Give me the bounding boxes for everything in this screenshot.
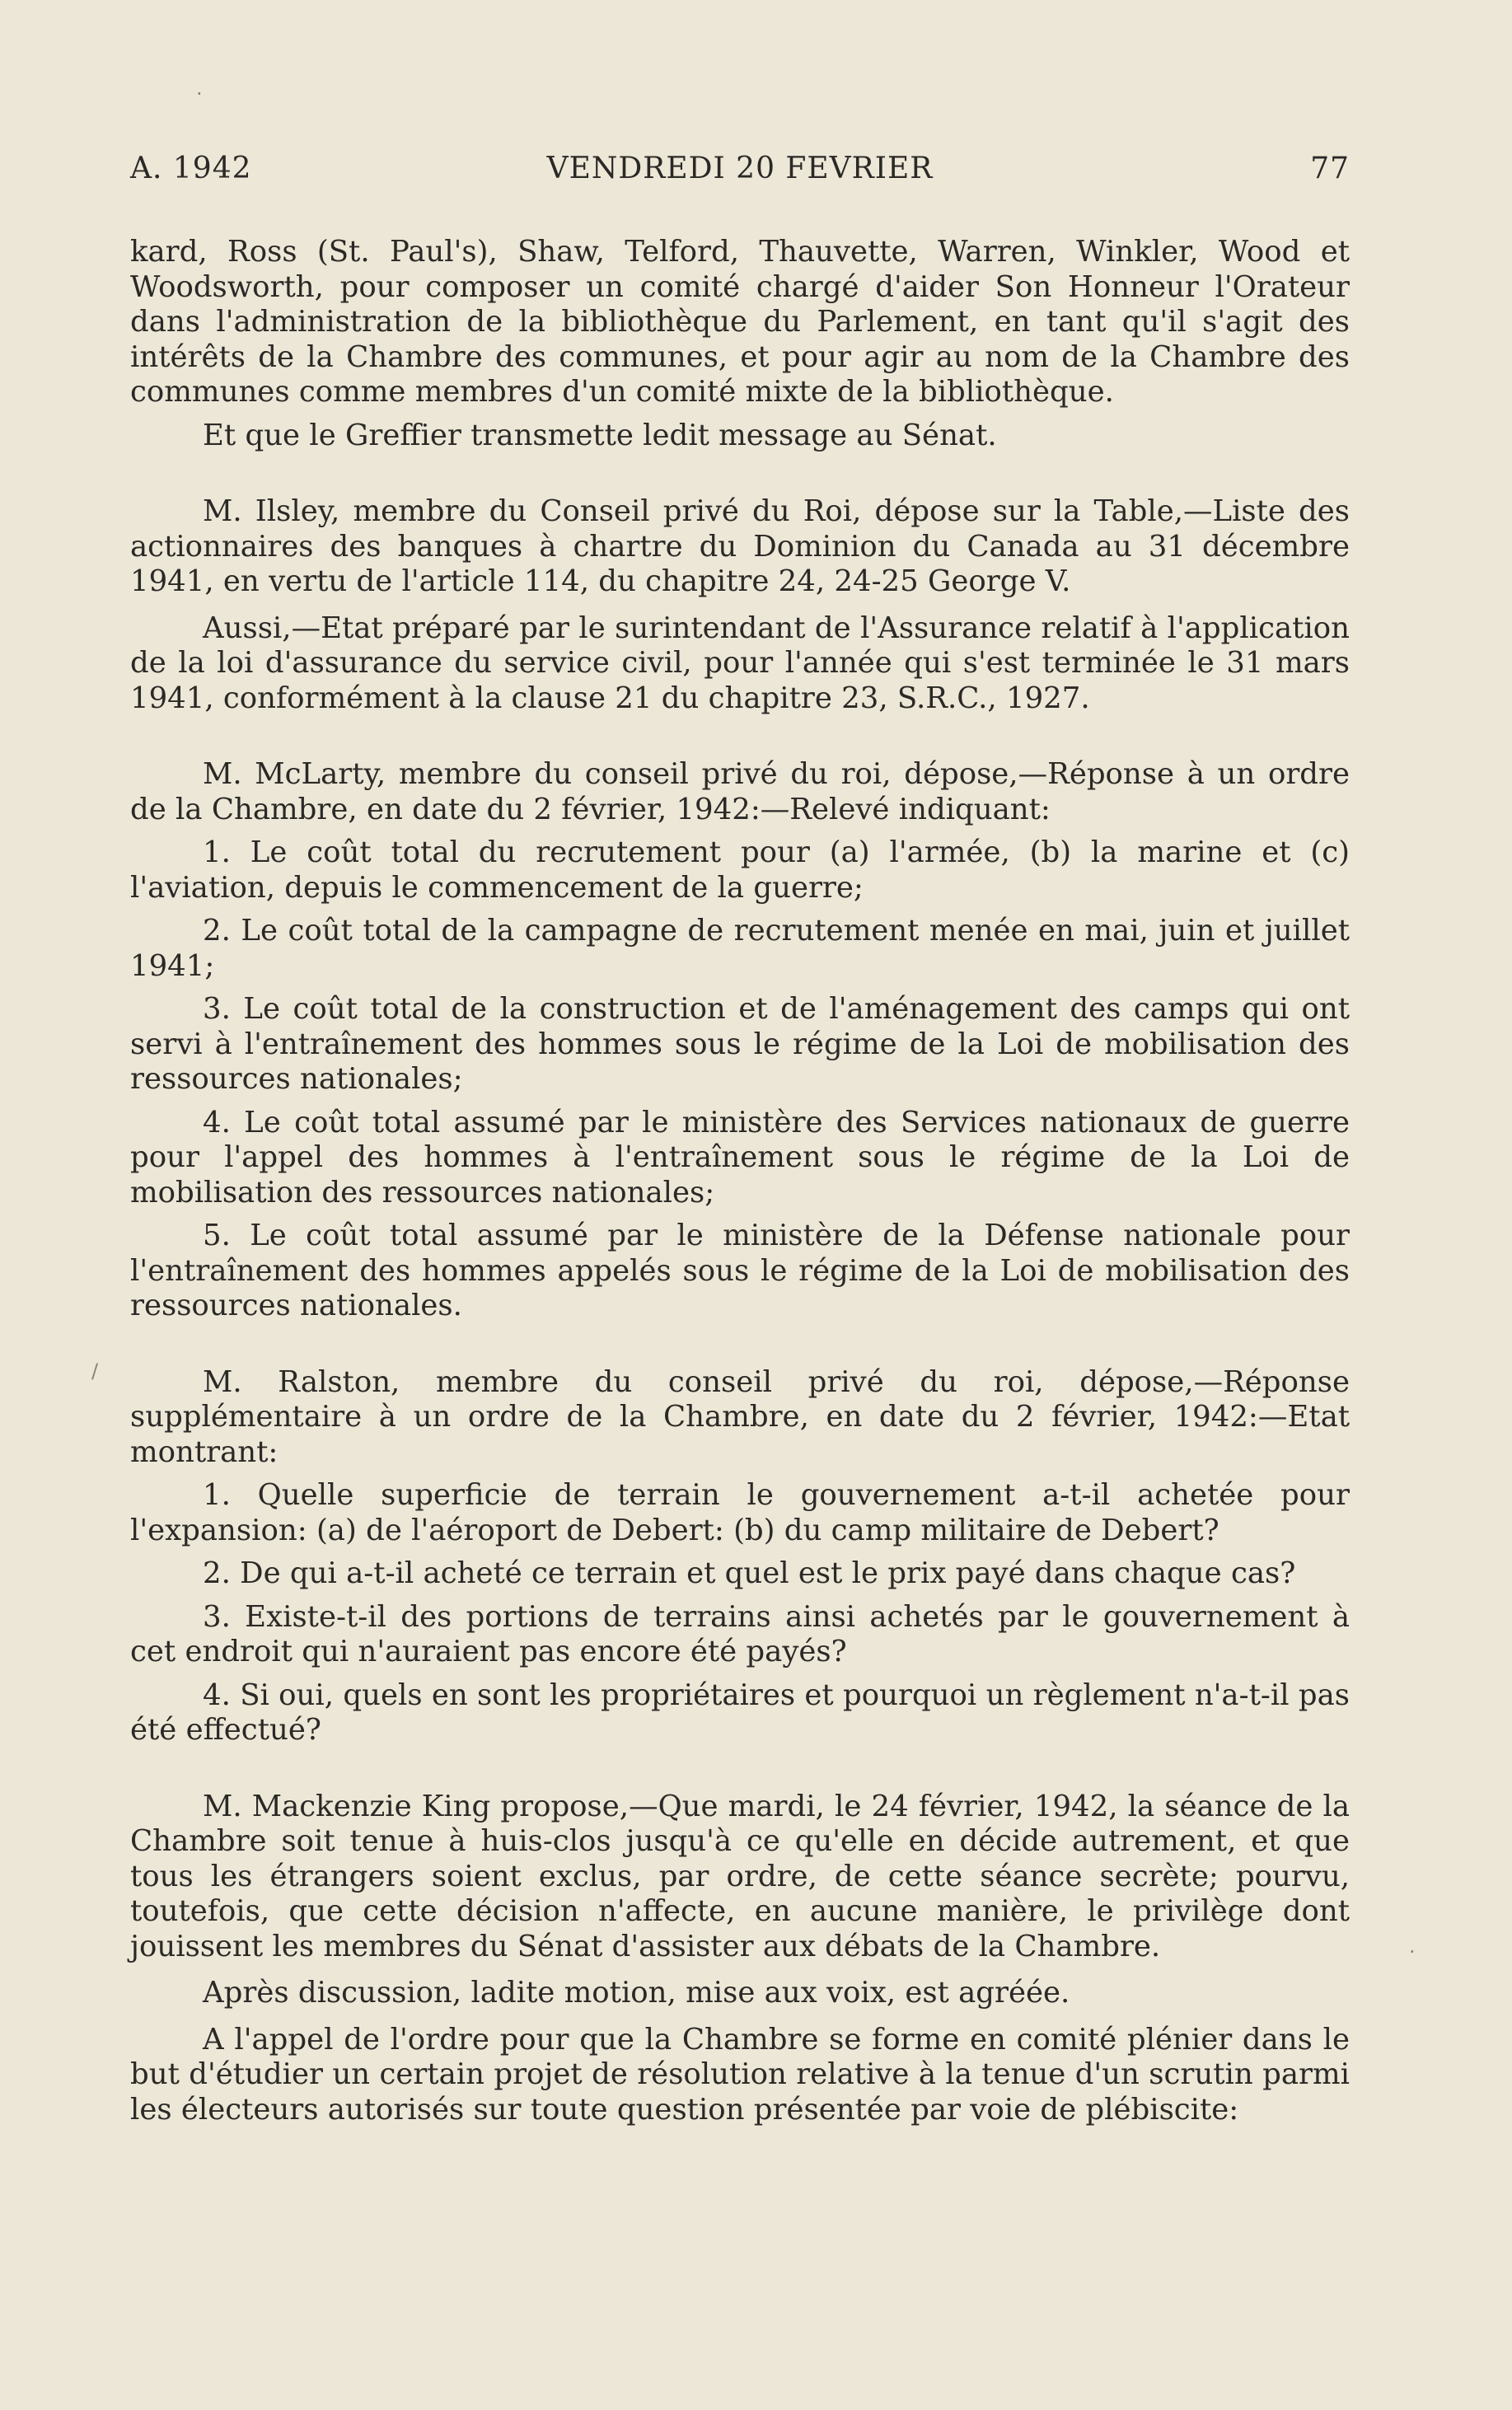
list-item: 4. Le coût total assumé par le ministère des Services nationaux de guerre pour l'appel des hommes à l'entraînement sous le régime de la Loi de mobilisation des ressources nationales;: [130, 1105, 1350, 1210]
running-header: [130, 148, 1350, 190]
paragraph: Après discussion, ladite motion, mise aux voix, est agréée.: [203, 1976, 1070, 2010]
list-item: 1. Le coût total du recrutement pour (a) l'armée, (b) la marine et (c) l'aviation, depuis le commencement de la guerre;: [130, 835, 1350, 905]
list-item: 2. De qui a-t-il acheté ce terrain et quel est le prix payé dans chaque cas?: [203, 1556, 1296, 1590]
paragraph: M. Mackenzie King propose,—Que mardi, le 24 février, 1942, la séance de la Chambre soit tenue à huis-clos jusqu'à ce qu'elle en décide autrement, et que tous les étrangers soient exclus, par ordre, de cette séance secrète; pourvu, toutefois, que cette décision n'affecte, en aucune manière, le privilège dont jouissent les membres du Sénat d'assister aux débats de la Chambre.: [130, 1789, 1350, 1963]
list-item: 1. Quelle superficie de terrain le gouvernement a-t-il achetée pour l'expansion: (a) de l'aéroport de Debert: (b) du camp militaire de Debert?: [130, 1478, 1350, 1547]
speck-mark: ·: [1409, 1940, 1416, 1963]
paragraph: A l'appel de l'ordre pour que la Chambre se forme en comité plénier dans le but d'étudier un certain projet de résolution relative à la tenue d'un scrutin parmi les électeurs autorisés sur toute question présentée par voie de plébiscite:: [130, 2022, 1350, 2127]
page-number: 77: [1310, 152, 1350, 185]
paragraph-continued: kard, Ross (St. Paul's), Shaw, Telford, Thauvette, Warren, Winkler, Wood et Woodsworth, pour composer un comité chargé d'aider Son Honneur l'Orateur dans l'administration de la bibliothèque du Parlement, en tant qu'il s'agit des intérêts de la Chambre des communes, et pour agir au nom de la Chambre des communes comme membres d'un comité mixte de la bibliothèque.: [130, 235, 1350, 409]
speck-mark: ·: [196, 82, 203, 105]
list-item: 2. Le coût total de la campagne de recrutement menée en mai, juin et juillet 1941;: [130, 914, 1350, 983]
list-item: 3. Existe-t-il des portions de terrains ainsi achetés par le gouvernement à cet endroit qui n'auraient pas encore été payés?: [130, 1599, 1350, 1668]
header-date: VENDREDI 20 FEVRIER: [546, 152, 934, 185]
list-item: 3. Le coût total de la construction et de l'aménagement des camps qui ont servi à l'entraînement des hommes sous le régime de la Loi de mobilisation des ressources nationales;: [130, 992, 1350, 1096]
list-item: 4. Si oui, quels en sont les propriétaires et pourquoi un règlement n'a-t-il pas été effectué?: [130, 1678, 1350, 1747]
paragraph: M. McLarty, membre du conseil privé du roi, dépose,—Réponse à un ordre de la Chambre, en date du 2 février, 1942:—Relevé indiquant:: [130, 757, 1350, 826]
paragraph: Aussi,—Etat préparé par le surintendant de l'Assurance relatif à l'application de la loi d'assurance du service civil, pour l'année qui s'est terminée le 31 mars 1941, conformément à la clause 21 du chapitre 23, S.R.C., 1927.: [130, 611, 1350, 715]
paragraph: Et que le Greffier transmette ledit message au Sénat.: [203, 418, 997, 452]
speck-mark: /: [91, 1359, 99, 1383]
paragraph: M. Ilsley, membre du Conseil privé du Roi, dépose sur la Table,—Liste des actionnaires des banques à chartre du Dominion du Canada au 31 décembre 1941, en vertu de l'article 114, du chapitre 24, 24-25 George V.: [130, 494, 1350, 598]
paragraph: M. Ralston, membre du conseil privé du roi, dépose,—Réponse supplémentaire à un ordre de la Chambre, en date du 2 février, 1942:—Etat montrant:: [130, 1364, 1350, 1469]
list-item: 5. Le coût total assumé par le ministère de la Défense nationale pour l'entraînement des hommes appelés sous le régime de la Loi de mobilisation des ressources nationales.: [130, 1219, 1350, 1322]
session-year: A. 1942: [130, 152, 252, 185]
page-body: [130, 235, 1350, 2127]
